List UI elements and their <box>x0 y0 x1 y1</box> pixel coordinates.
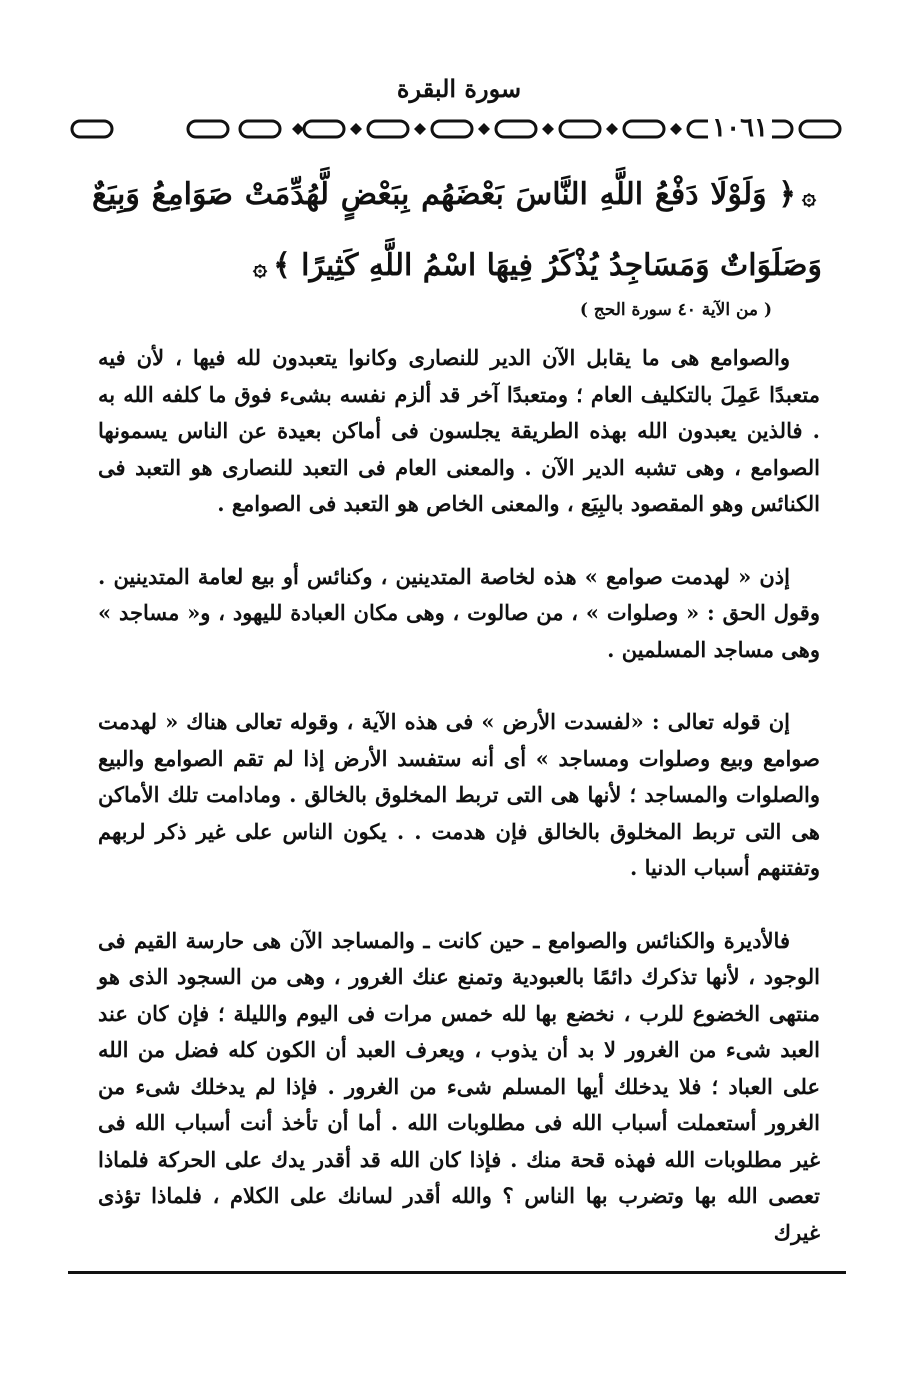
paragraph: إن قوله تعالى : «لفسدت الأرض » فى هذه الآية ، وقوله تعالى هناك « لهدمت صوامع وبيع وصلوات ومساجد » أى أنه ستفسد الأرض إذا لم تقم الصوامع والبيع والصلوات والمساجد ؛ لأنها هى التى تربط المخلوق بالخالق . ومادامت تلك الأماكن هى التى تربط المخلوق بالخالق فإن هدمت . . يكون الناس على غير ذكر لربهم وتفتنهم أسباب الدنيا . <box>98 709 820 880</box>
chain-diamond <box>350 123 362 135</box>
chain-link <box>240 121 280 137</box>
surah-title: سورة البقرة <box>396 74 522 103</box>
footer-rule <box>68 1271 846 1274</box>
verse-open-ornament-icon: ۞ <box>801 181 816 210</box>
quran-verse <box>92 160 822 302</box>
chain-diamond <box>606 123 618 135</box>
chain-diamond <box>414 123 426 135</box>
page-number: ١٠٦١ <box>708 112 772 144</box>
verse-text: ﴿ وَلَوْلَا دَفْعُ اللَّهِ النَّاسَ بَعْضَهُم بِبَعْضٍ لَّهُدِّمَتْ صَوَامِعُ وَبِيَعٌ وَصَلَوَاتٌ وَمَسَاجِدُ يُذْكَرُ فِيهَا اسْمُ اللَّهِ كَثِيرًا ﴾ <box>92 177 822 283</box>
paragraph: إذن « لهدمت صوامع » هذه لخاصة المتدينين ، وكنائس أو بيع لعامة المتدينين . وقول الحق : « وصلوات » ، من صالوت ، وهى مكان العبادة لليهود ، و« مساجد » وهى مساجد المسلمين . <box>98 563 820 662</box>
chain-link <box>304 121 344 137</box>
chain-diamond <box>292 123 304 135</box>
commentary-body <box>98 340 820 1251</box>
chain-diamond <box>670 123 682 135</box>
paragraph: فالأديرة والكنائس والصوامع ـ حين كانت ـ والمساجد الآن هى حارسة القيم فى الوجود ، لأنها تذكرك دائمًا بالعبودية وتمنع عنك الغرور ، وهى من السجود الذى هو منتهى الخضوع للرب ، نخضع بها لله خمس مرات فى اليوم والليلة ؛ فإن كان عند العبد شىء من الغرور لا بد أن يذوب ، ويعرف العبد أن الكون كله فضل من الله على العباد ؛ فلا يدخلك أيها المسلم شىء من الغرور . فإذا لم يدخلك شىء من الغرور أستعملت أسباب الله فى مطلوبات الله . أما أن تأخذ أنت أسباب الله فى غير مطلوبات الله فهذه قحة منك . فإذا كان الله قد أقدر يدك على الحركة فلماذا تعصى الله بها وتضرب بها الناس ؟ والله أقدر لسانك على الكلام ، فلماذا تؤذى غيرك <box>98 927 820 1245</box>
chain-diamond <box>542 123 554 135</box>
chain-diamond <box>478 123 490 135</box>
chain-link <box>496 121 536 137</box>
verse-reference: ( من الآية ٤٠ سورة الحج ) <box>579 300 772 320</box>
chain-link <box>800 121 840 137</box>
chain-link <box>432 121 472 137</box>
verse-close-ornament-icon: ۞ <box>253 252 268 281</box>
paragraph: والصوامع هى ما يقابل الآن الدير للنصارى وكانوا يتعبدون لله فيها ، لأن فيه متعبدًا عَمِلَ بالتكليف العام ؛ ومتعبدًا آخر قد ألزم نفسه بشىء فوق ما كلفه الله به . فالذين يعبدون الله بهذه الطريقة يجلسون فى أماكن بعيدة عن الناس يسمونها الصوامع ، وهى تشبه الدير الآن . والمعنى العام فى التعبد للنصارى هو التعبد فى الكنائس وهو المقصود بالبِيَع ، والمعنى الخاص هو التعبد فى الصوامع . <box>98 345 820 516</box>
chain-link <box>560 121 600 137</box>
chain-link <box>624 121 664 137</box>
chain-link <box>188 121 228 137</box>
chain-link <box>368 121 408 137</box>
chain-link <box>72 121 112 137</box>
